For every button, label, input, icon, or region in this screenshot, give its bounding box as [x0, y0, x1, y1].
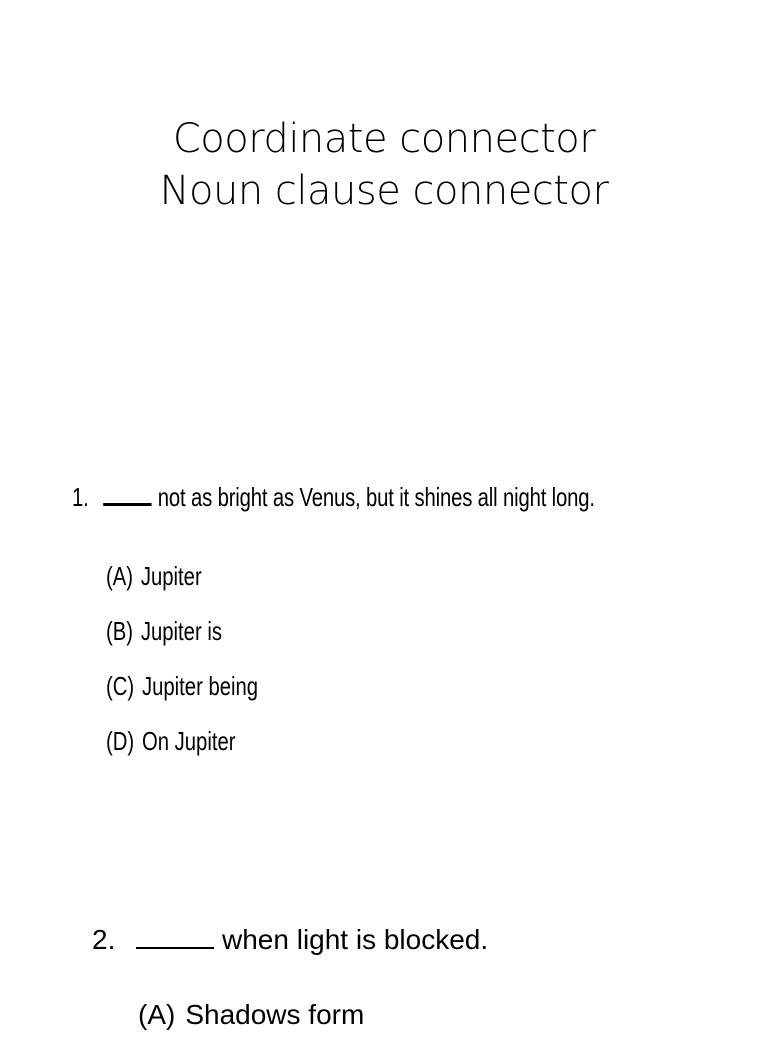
option-text: Jupiter being	[141, 671, 259, 701]
question-1-blank	[103, 485, 151, 506]
option-letter: (D)	[106, 726, 135, 756]
question-2-number: 2.	[92, 924, 116, 955]
option-letter: (C)	[106, 671, 135, 701]
option-text: On Jupiter	[141, 726, 236, 756]
option-text: Shadows form	[185, 999, 365, 1030]
slide-title-line-2: Noun clause connector	[159, 168, 609, 214]
question-1-number: 1.	[72, 482, 89, 512]
question-1-text: not as bright as Venus, but it shines all night long.	[157, 482, 595, 512]
question-2-text: when light is blocked.	[222, 924, 489, 955]
question-1	[72, 482, 595, 513]
option-a	[106, 560, 258, 615]
question-2-options	[138, 998, 364, 1053]
question-2	[92, 924, 488, 956]
option-letter: (A)	[106, 561, 134, 591]
question-1-options	[106, 560, 258, 780]
option-text: Jupiter	[140, 561, 202, 591]
option-letter: (A)	[138, 999, 176, 1030]
option-d	[106, 725, 258, 780]
option-b	[106, 615, 258, 670]
slide-title-line-1: Coordinate connector	[172, 116, 596, 162]
option-c	[106, 670, 258, 725]
option-text: Jupiter is	[140, 616, 223, 646]
option-a	[138, 998, 364, 1053]
question-2-blank	[136, 927, 214, 949]
option-letter: (B)	[106, 616, 134, 646]
